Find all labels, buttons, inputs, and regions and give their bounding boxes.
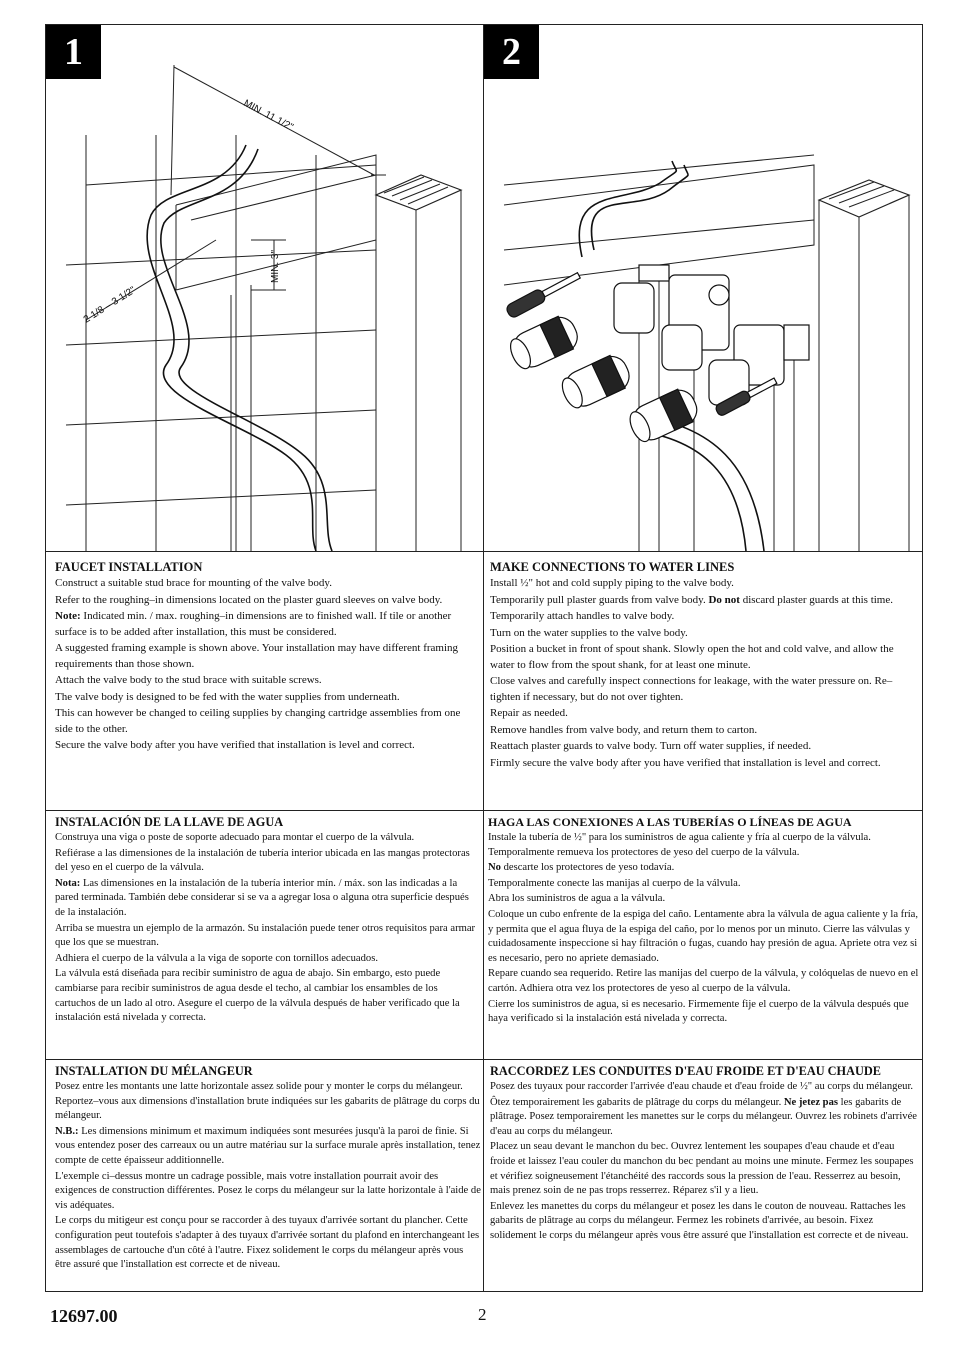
section-title: HAGA LAS CONEXIONES A LAS TUBERÍAS O LÍNEAS DE AGUA bbox=[488, 815, 852, 829]
text: discard plaster guards at this time. bbox=[739, 593, 893, 606]
paragraph: Arriba se muestra un ejemplo de la armazón. Su instalación puede tener otros requisitos para armar que los que se muestran. bbox=[55, 922, 476, 949]
paragraph: Construct a suitable stud brace for mounting of the valve body. bbox=[55, 577, 332, 589]
text: descarte los protectores de yeso todavía. bbox=[500, 862, 675, 874]
paragraph: Construya una viga o poste de soporte adecuado para montar el cuerpo de la válvula. bbox=[55, 832, 415, 843]
paragraph: Le corps du mitigeur est conçu pour se raccorder à des tuyaux d'arrivée sortant du plancher. Cette configuration peut toutefois s'adapter à des tuyaux d'arrivée sortant du plafond en interchangeant les assemblages de cartouche d'un côté à l'autre. Fixez solidement le corps du mélangeur après vous être assuré que l'installation est correcte et de niveau. bbox=[55, 1215, 480, 1271]
paragraph: Repair as needed. bbox=[490, 707, 568, 719]
paragraph: Refiérase a las dimensiones de la instalación de tubería interior ubicada en las mangas protectoras del yeso en el cuerpo de la válvula. bbox=[55, 847, 470, 874]
paragraph: Repare cuando sea requerido. Retire las manijas del cuerpo de la válvula, y colóquelas de nuevo en el cartón. Adhiera otra vez los protectores de yeso al cuerpo de la válvula. bbox=[488, 968, 919, 994]
min-width-label: MIN. 11 1/2" bbox=[241, 97, 295, 134]
paragraph: Close valves and carefully inspect connections for leakage, with the water pressure on. Re–tighten if necessary, but do not over tighten. bbox=[490, 675, 893, 703]
water-connections-es bbox=[488, 815, 921, 1057]
product-code: 12697.00 bbox=[50, 1306, 118, 1326]
paragraph: Posez entre les montants une latte horizontale assez solide pour y monter le corps du mélangeur. Reportez–vous aux dimensions d'installation brute indiquées sur les gabarits de plâtrage du corps du mélangeur. bbox=[55, 1081, 480, 1122]
paragraph: Position a bucket in front of spout shank. Slowly open the hot and cold valve, and allow the water to flow from the spout shank, for at least one minute. bbox=[490, 643, 894, 671]
note-paragraph bbox=[55, 877, 479, 921]
paragraph: The valve body is designed to be fed with the water supplies from underneath. bbox=[55, 690, 400, 703]
note-text: Las dimensiones en la instalación de la tubería interior mín. / máx. son las indicadas a la pared terminada. También debe considerar si se va a agregar losa o alguna otra superficie después de la instalación. bbox=[55, 877, 469, 918]
row-divider-1 bbox=[45, 551, 923, 552]
section-title: MAKE CONNECTIONS TO WATER LINES bbox=[490, 560, 735, 574]
paragraph: A suggested framing example is shown above. Your installation may have different framing requirements than those shown. bbox=[55, 642, 459, 670]
section-title: FAUCET INSTALLATION bbox=[55, 560, 203, 574]
note-label: N.B.: bbox=[55, 1125, 79, 1137]
paragraph: Enlevez les manettes du corps du mélangeur et posez les dans le couton de nouveau. Rattaches les gabarits de plâtrage au corps du mélangeur. Fermez les robinets d'arrivée, au besoin. Fixez solidement le corps du mélangeur après vous être assuré que l'installation est correcte et de niveau. bbox=[490, 1200, 909, 1241]
emphasis: Ne jetez pas bbox=[783, 1096, 838, 1108]
step-2-badge: 2 bbox=[484, 25, 539, 79]
paragraph: Temporalmente conecte las manijas al cuerpo de la válvula. bbox=[488, 877, 741, 889]
paragraph: Install ½" hot and cold supply piping to the valve body. bbox=[490, 577, 734, 589]
text: Ôtez temporairement les gabarits de plâtrage du corps du mélangeur. bbox=[490, 1096, 784, 1108]
note-text: Les dimensions minimum et maximum indiquées sont mesurées jusqu'à la paroi de finie. Si vous entendez poser des carreaux ou un autre matériau sur la surface murale après installation, tenez compte de cette épaisseur additionnelle. bbox=[55, 1125, 481, 1166]
paragraph: Temporarily attach handles to valve body. bbox=[490, 610, 675, 622]
paragraph: Placez un seau devant le manchon du bec. Ouvrez lentement les soupapes d'eau chaude et d'eau froide et laissez l'eau couler du manchon du bec pendant au moins une minute. Fermez les soupapes et vérifiez soigneusement l'étanchéité des raccords sous la pression de l'eau. Resserrez au besoin, mais prenez soin de ne pas trops resserrez. Réparez s'il y a lieu. bbox=[490, 1141, 914, 1197]
paragraph: Remove handles from valve body, and return them to carton. bbox=[490, 723, 758, 736]
paragraph bbox=[490, 593, 920, 609]
water-connections-en bbox=[490, 559, 920, 807]
note-paragraph bbox=[55, 609, 479, 640]
section-title: INSTALACIÓN DE LA LLAVE DE AGUA bbox=[55, 815, 284, 829]
paragraph: Abra los suministros de agua a la válvula. bbox=[488, 893, 666, 905]
paragraph: Posez des tuyaux pour raccorder l'arrivée d'eau chaude et d'eau froide de ½" au corps du mélangeur. bbox=[490, 1081, 914, 1092]
paragraph: Refer to the roughing–in dimensions located on the plaster guard sleeves on valve body. bbox=[55, 593, 443, 606]
paragraph: Turn on the water supplies to the valve body. bbox=[490, 626, 688, 639]
paragraph: Coloque un cubo enfrente de la espiga del caño. Lentamente abra la válvula de agua caliente y la fría, y permita que el agua fluya de la espiga del caño, por lo menos por un minuto. Cierre las válvulas y cuidadosamente inspeccione si hay filtración o fugas, cuando hay presión de agua. Apriete otra vez si es necesario, pero no apriete demasiado. bbox=[488, 908, 919, 964]
row-divider-2 bbox=[45, 810, 923, 811]
note-label: Note: bbox=[55, 610, 81, 622]
text: Temporarily pull plaster guards from valve body. bbox=[490, 593, 709, 606]
water-connections-fr bbox=[490, 1064, 920, 1290]
paragraph: Secure the valve body after you have verified that installation is level and correct. bbox=[55, 739, 415, 751]
row-divider-3 bbox=[45, 1059, 923, 1060]
paragraph: Firmly secure the valve body after you have verified that installation is level and correct. bbox=[490, 756, 881, 769]
paragraph: Adhiera el cuerpo de la válvula a la viga de soporte con tornillos adecuados. bbox=[55, 952, 378, 964]
section-title: RACCORDEZ LES CONDUITES D'EAU FROIDE ET D'EAU CHAUDE bbox=[490, 1064, 881, 1078]
depth-range-label: 2 1/8 – 3 1/2" bbox=[81, 284, 138, 326]
min-height-label: MIN. 3" bbox=[270, 250, 281, 283]
step-1-badge: 1 bbox=[46, 25, 101, 79]
faucet-installation-fr bbox=[55, 1064, 481, 1290]
note-label: Nota: bbox=[55, 877, 81, 889]
faucet-installation-es bbox=[55, 815, 479, 1057]
paragraph: Attach the valve body to the stud brace with suitable screws. bbox=[55, 674, 322, 686]
emphasis: No bbox=[488, 862, 501, 874]
paragraph: Reattach plaster guards to valve body. Turn off water supplies, if needed. bbox=[490, 740, 812, 752]
section-title: INSTALLATION DU MÉLANGEUR bbox=[55, 1064, 253, 1078]
paragraph: Instale la tubería de ½" para los suministros de agua caliente y fría al cuerpo de la válvula. Temporalmente remueva los protectores de yeso del cuerpo de la válvula. bbox=[488, 832, 871, 858]
paragraph bbox=[488, 861, 921, 876]
page-number: 2 bbox=[478, 1305, 487, 1324]
faucet-installation-en bbox=[55, 559, 479, 807]
valve-body-illustration bbox=[484, 25, 922, 551]
paragraph: This can however be changed to ceiling supplies by changing cartridge assemblies from one side to the other. bbox=[55, 707, 461, 735]
paragraph: L'exemple ci–dessus montre un cadrage possible, mais votre installation pourrait avoir des exigences de construction différentes. Posez le corps du mélangeur sur la latte horizontale à l'aide de vis adéquates. bbox=[55, 1170, 481, 1211]
paragraph: Cierre los suministros de agua, si es necesario. Firmemente fije el cuerpo de la válvula después que haya verificado si la instalación está nivelada y correcta. bbox=[488, 998, 909, 1025]
note-text: Indicated min. / max. roughing–in dimensions are to finished wall. If tile or another surface is to be added after installation, this must be considered. bbox=[55, 610, 452, 638]
framing-illustration bbox=[46, 25, 483, 551]
paragraph bbox=[490, 1096, 920, 1140]
text: les gabarits de plâtrage. Posez temporairement les manettes sur le corps du mélangeur. Ouvrez les robinets d'arrivée d'eau au corps du mélangeur. bbox=[490, 1096, 917, 1137]
emphasis: Do not bbox=[708, 593, 740, 606]
paragraph: La válvula está diseñada para recibir suministro de agua de abajo. Sin embargo, esto puede cambiarse para recibir suministros de agua desde el techo, al cambiar los ensambles de los cartuchos de un lado al otro. Asegure el cuerpo de la válvula después de haber verificado que la instalación está nivelada y correcta. bbox=[55, 968, 460, 1024]
note-paragraph bbox=[55, 1125, 481, 1169]
